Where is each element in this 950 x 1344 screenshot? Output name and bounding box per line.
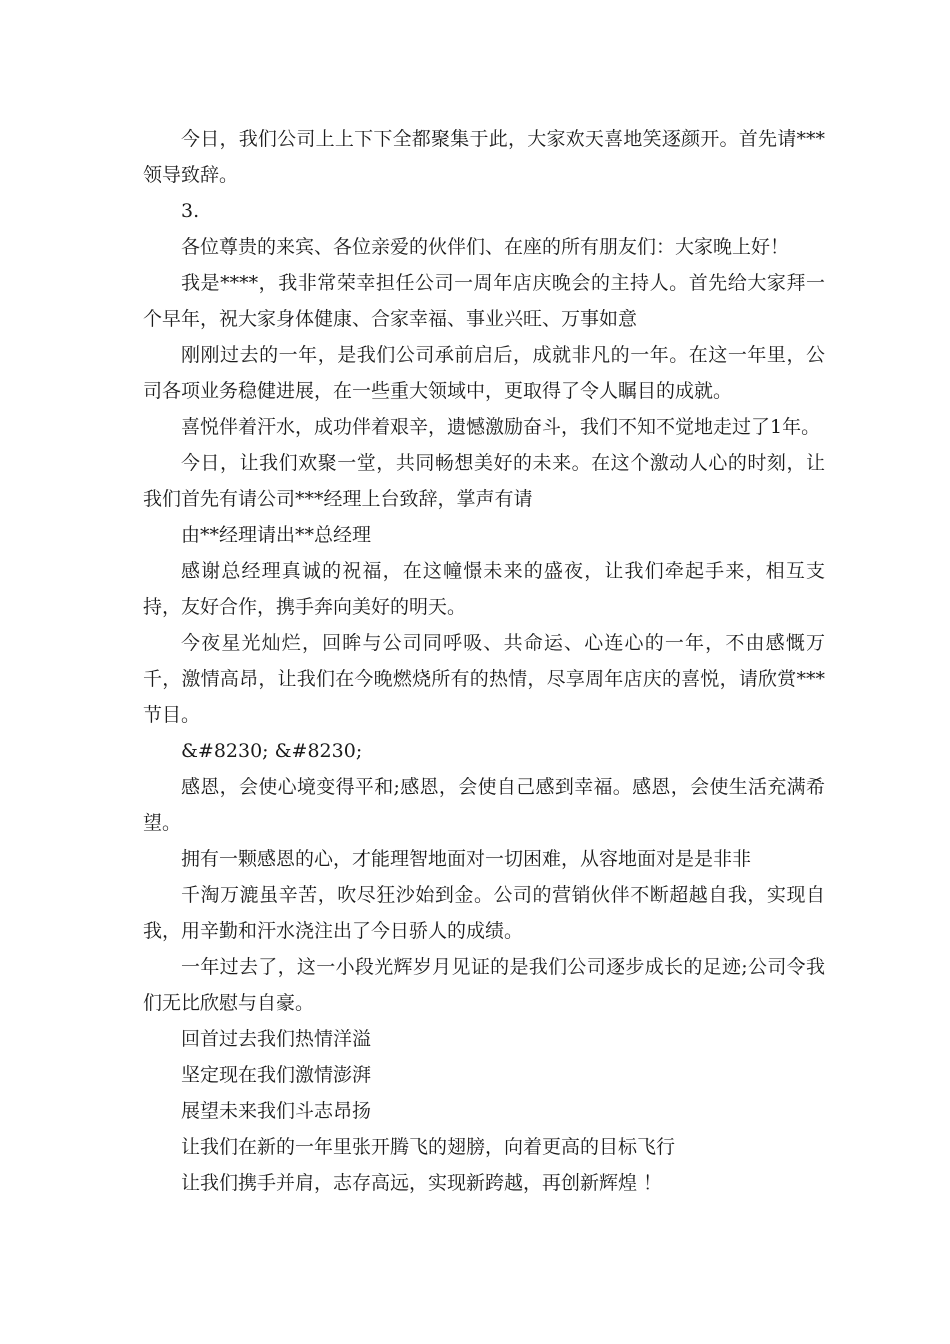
paragraph: 坚定现在我们激情澎湃 [181,1064,372,1086]
paragraph: 感谢总经理真诚的祝福，在这幢憬未来的盛夜，让我们牵起手来，相互支持，友好合作，携手奔向美好的明天。 [143,560,825,618]
paragraph: 今夜星光灿烂，回眸与公司同呼吸、共命运、心连心的一年，不由感慨万千，激情高昂，让我们在今晚燃烧所有的热情，尽享周年店庆的喜悦，请欣赏***节目。 [143,632,825,726]
paragraph: 回首过去我们热情洋溢 [181,1028,372,1050]
paragraph: 我是****，我非常荣幸担任公司一周年店庆晚会的主持人。首先给大家拜一个早年，祝大家身体健康、合家幸福、事业兴旺、万事如意 [143,272,825,330]
paragraph: 今日，我们公司上上下下全都聚集于此，大家欢天喜地笑逐颜开。首先请***领导致辞。 [143,128,825,186]
paragraph: 3. [181,200,200,222]
paragraph: 刚刚过去的一年，是我们公司承前启后，成就非凡的一年。在这一年里，公司各项业务稳健进展，在一些重大领域中，更取得了令人瞩目的成就。 [143,344,825,402]
paragraph: 感恩，会使心境变得平和;感恩，会使自己感到幸福。感恩，会使生活充满希望。 [143,776,825,834]
document-body [143,121,825,1201]
paragraph: 展望未来我们斗志昂扬 [181,1100,372,1122]
paragraph: 千淘万漉虽辛苦，吹尽狂沙始到金。公司的营销伙伴不断超越自我，实现自我，用辛勤和汗水浇注出了今日骄人的成绩。 [143,884,825,942]
paragraph: 让我们在新的一年里张开腾飞的翅膀，向着更高的目标飞行 [181,1136,676,1158]
paragraph: 拥有一颗感恩的心，才能理智地面对一切困难，从容地面对是是非非 [181,848,752,870]
paragraph: &#8230; &#8230; [181,740,363,762]
paragraph: 一年过去了，这一小段光辉岁月见证的是我们公司逐步成长的足迹;公司令我们无比欣慰与自豪。 [143,956,825,1014]
paragraph: 各位尊贵的来宾、各位亲爱的伙伴们、在座的所有朋友们：大家晚上好！ [181,236,790,258]
paragraph: 今日，让我们欢聚一堂，共同畅想美好的未来。在这个激动人心的时刻，让我们首先有请公司***经理上台致辞，掌声有请 [143,452,825,510]
paragraph: 让我们携手并肩，志存高远，实现新跨越，再创新辉煌 ！ [181,1172,663,1194]
paragraph: 喜悦伴着汗水，成功伴着艰辛，遗憾激励奋斗，我们不知不觉地走过了1年。 [181,416,821,438]
paragraph: 由**经理请出**总经理 [181,524,372,546]
